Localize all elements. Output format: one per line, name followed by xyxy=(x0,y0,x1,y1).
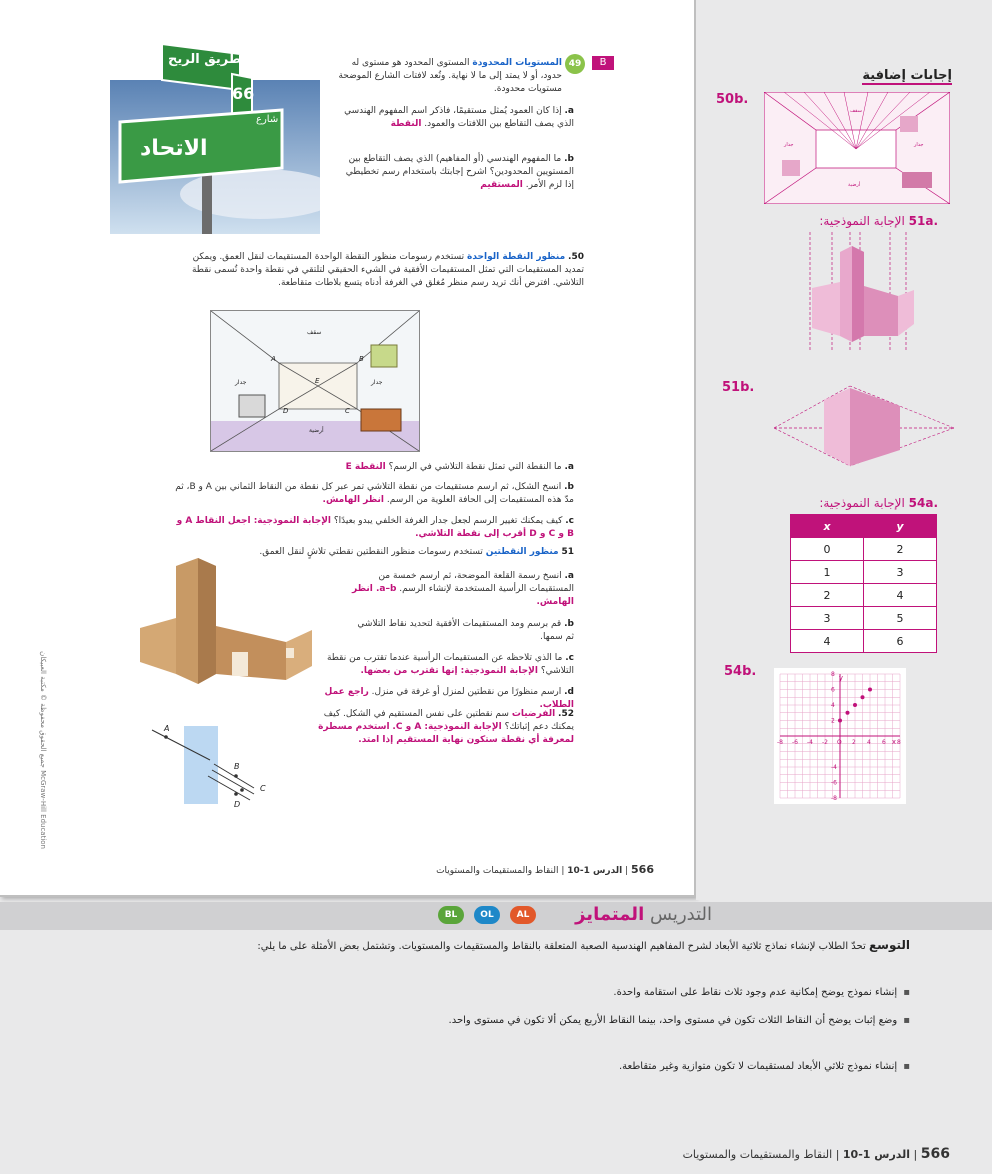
cell-x: 4 xyxy=(791,630,864,653)
x-tick-label: 6 xyxy=(882,739,886,746)
y-tick-label: -6 xyxy=(831,779,837,787)
exercise-title: منظور النقطتين xyxy=(485,547,559,557)
x-tick-label: O xyxy=(837,739,842,746)
x-tick-label: 8 xyxy=(897,739,901,746)
cell-x: 3 xyxy=(791,607,864,630)
part-text: انسخ رسمة القلعة الموضحة، ثم ارسم خمسة من المستقيمات الرأسية المستخدمة لإنشاء الرسم. xyxy=(378,571,574,594)
mini-label-floor: أرضية xyxy=(848,182,861,188)
point-B-label: B xyxy=(234,762,240,771)
x-axis-label: x xyxy=(891,738,896,746)
badge-al: AL xyxy=(510,906,536,924)
castle-image xyxy=(136,556,322,686)
cell-y: 6 xyxy=(864,630,937,653)
exercise-49-number: 49 xyxy=(565,54,585,74)
answer-text: الإجابة النموذجية: إنها تقترب من بعضها. xyxy=(360,666,538,676)
extension-label: التوسع xyxy=(868,938,910,952)
x-tick-label: 2 xyxy=(852,739,856,746)
plane-lines-figure xyxy=(150,720,280,810)
castle-drawing xyxy=(136,556,322,686)
part-text: قم برسم ومد المستقيمات الأفقية لتحديد نقاط التلاشي ثم سمها. xyxy=(357,619,574,642)
cell-x: 0 xyxy=(791,538,864,561)
part-label: a. xyxy=(564,106,574,116)
data-point xyxy=(853,703,857,707)
table-row xyxy=(791,607,937,630)
answer-text: المستقيم xyxy=(480,180,523,190)
sign-number: 66 xyxy=(232,84,255,103)
table-row xyxy=(791,630,937,653)
part-text: انسخ الشكل، ثم ارسم مستقيمات من نقطة التلاشي تمر عبر كل نقطة من النقاط الثماني بين A و B، ثم مدّ هذه المستقيمات إلى الحافة العلوية من الرسم. xyxy=(175,482,574,505)
exercise-number: 50. xyxy=(568,252,584,262)
part-label: b. xyxy=(564,482,574,492)
y-tick-label: 8 xyxy=(831,671,835,678)
label-54a-text: الإجابة النموذجية: xyxy=(819,496,905,510)
y-tick-label: -4 xyxy=(831,764,837,771)
exercise-title: منظور النقطة الواحدة xyxy=(467,252,566,262)
x-tick-label: -8 xyxy=(777,739,783,746)
exercise-52-block xyxy=(314,708,574,747)
label-51b: 51b. xyxy=(722,380,755,395)
point-E-label: E xyxy=(315,377,320,385)
label-54b: 54b. xyxy=(724,664,757,679)
sign-main-text: الاتحاد xyxy=(140,136,208,161)
bottom-footer-lesson: الدرس 1-10 xyxy=(842,1148,911,1161)
data-point xyxy=(846,711,850,715)
y-tick-label: -8 xyxy=(831,795,837,802)
point-D-label: D xyxy=(234,800,241,809)
label-ceiling: سقف xyxy=(307,329,322,336)
y-tick-label: 2 xyxy=(831,717,835,725)
xy-table xyxy=(790,514,937,653)
xy-values-table xyxy=(790,514,937,653)
exercise-51-part-c xyxy=(322,652,574,678)
part-label: a. xyxy=(564,462,574,472)
cell-x: 1 xyxy=(791,561,864,584)
part-label: b. xyxy=(564,154,574,164)
sign-street-word: شارع xyxy=(256,114,279,125)
label-51a xyxy=(819,214,938,228)
exercise-49-title: المستويات المحدودة xyxy=(472,58,562,68)
level-tab: B xyxy=(592,56,614,70)
exercise-50-part-b xyxy=(174,481,574,507)
extension-text: تحدّ الطلاب لإنشاء نماذج ثلاثية الأبعاد لشرح المفاهيم الهندسية الصعبة المتعلقة بالنقاط والمستقيمات والمستويات. وتشتمل بعض الأمثلة على ما يلي: xyxy=(257,941,866,952)
answer-text: a–b. انظر الهامش. xyxy=(351,584,574,607)
header-y: y xyxy=(864,515,937,538)
x-tick-label: 4 xyxy=(867,739,871,746)
exercise-50-intro xyxy=(174,251,584,290)
table-row xyxy=(791,584,937,607)
diff-heading-prefix: التدريس xyxy=(649,904,712,925)
answer-text: الإجابة النموذجية: اجعل النقاط A و B و C و D أقرب إلى نقطة التلاشي. xyxy=(176,516,574,539)
page-footer: 566 | الدرس 1-10 | النقاط والمستقيمات والمستويات xyxy=(436,863,654,876)
two-point-perspective-figure xyxy=(774,380,954,472)
mini-label-ceiling: سقف xyxy=(850,108,862,114)
part-label: c. xyxy=(565,653,574,663)
y-tick-label: 6 xyxy=(831,686,835,694)
data-point xyxy=(868,688,872,692)
coordinate-graph xyxy=(774,668,906,804)
table-row xyxy=(791,538,937,561)
label-50b: 50b. xyxy=(716,92,749,107)
extension-paragraph xyxy=(150,936,910,956)
point-A-label: A xyxy=(271,355,276,363)
additional-answers-sidebar xyxy=(696,0,992,900)
coordinate-graph-svg xyxy=(774,668,906,804)
answer-text: النقطة xyxy=(390,119,422,129)
exercise-number: 51 xyxy=(561,547,574,557)
footer-lesson: الدرس 1-10 xyxy=(567,866,623,876)
table-row xyxy=(791,561,937,584)
answer-text-2: استخدم مسطرة لمعرفة أي نقطة ستكون نهاية المستقيم إذا امتد. xyxy=(318,722,574,745)
part-text: ما النقطة التي تمثل نقطة التلاشي في الرسم؟ xyxy=(388,462,562,472)
castle-answer-drawing xyxy=(802,232,922,360)
plane-lines-drawing xyxy=(150,720,280,810)
part-label: a. xyxy=(564,571,574,581)
mini-room-figure xyxy=(764,92,950,204)
bullet-item: ▪ وضع إثبات يوضح أن النقاط الثلاث تكون في مستوى واحد، بينما النقاط الأربع يمكن ألا تكون في مستوى واحد. xyxy=(150,1012,910,1030)
point-C-label: C xyxy=(260,784,266,793)
point-B-label: B xyxy=(359,355,364,363)
exercise-51-part-a xyxy=(352,570,574,609)
answer-text: النقطة E xyxy=(345,462,386,472)
x-tick-label: -6 xyxy=(792,739,798,746)
badge-ol: OL xyxy=(474,906,500,924)
part-text: كيف يمكنك تغيير الرسم لجعل جدار الغرفة الخلفي يبدو بعيدًا؟ xyxy=(333,516,563,526)
exercise-title: الفرضيات xyxy=(511,709,556,719)
label-wall-right: جدار xyxy=(371,379,383,386)
label-wall-left: جدار xyxy=(235,379,247,386)
castle-answer-figure xyxy=(802,232,922,360)
y-tick-label: 4 xyxy=(831,702,835,709)
data-point xyxy=(838,719,842,723)
header-x: x xyxy=(791,515,864,538)
part-label: b. xyxy=(564,619,574,629)
part-text: ارسم منظورًا من نقطتين لمنزل أو غرفة في منزل. xyxy=(371,687,562,697)
label-54a xyxy=(819,496,938,510)
exercise-49-intro xyxy=(336,57,562,96)
diff-heading xyxy=(575,904,712,925)
part-text: إذا كان العمود يُمثل مستقيمًا، فاذكر اسم المفهوم الهندسي الذي يصف التقاطع بين اللافتات والعمود. xyxy=(344,106,574,129)
footer-title: النقاط والمستقيمات والمستويات xyxy=(436,866,559,876)
exercise-50-part-c xyxy=(174,515,574,541)
x-tick-label: -4 xyxy=(807,739,813,746)
label-51a-text: الإجابة النموذجية: xyxy=(819,214,905,228)
page-number: 566 xyxy=(631,863,654,876)
exercise-50-part-a xyxy=(174,461,574,474)
x-tick-label: -2 xyxy=(822,739,828,746)
copyright-vertical xyxy=(38,580,50,850)
sign-top-text: طريق الريح xyxy=(168,52,242,67)
label-51a-number: 51a. xyxy=(908,214,938,228)
sidebar-heading: إجابات إضافية xyxy=(862,68,952,83)
point-D-label: D xyxy=(283,407,289,415)
label-floor: أرضية xyxy=(309,427,324,434)
cell-y: 5 xyxy=(864,607,937,630)
mini-label-wall-right: جدار xyxy=(914,142,924,148)
part-label: d. xyxy=(564,687,574,697)
street-sign-image xyxy=(110,44,320,234)
exercise-text: تستخدم رسومات منظور النقطة الواحدة المستقيمات لنقل العمق. ويمكن تمديد المستقيمات التي تمثل المستقيمات الأفقية في الشيء الحقيقي لتلتقي في نقطة واحدة تُسمى نقطة التلاشي. افترض أنك تريد رسم منظر مُغلق في الغرفة أدناه يتسع بلاطات متقاطعة. xyxy=(191,252,584,288)
exercise-51-part-b xyxy=(352,618,574,644)
bottom-footer-title: النقاط والمستقيمات والمستويات xyxy=(682,1148,833,1161)
bottom-page-number: 566 xyxy=(920,1146,950,1162)
label-54a-number: 54a. xyxy=(908,496,938,510)
cell-x: 2 xyxy=(791,584,864,607)
bullet-item: ▪ إنشاء نموذج ثلاثي الأبعاد لمستقيمات لا تكون متوازية وغير متقاطعة. xyxy=(150,1058,910,1076)
y-axis-label: y xyxy=(838,674,843,682)
answer-text: الإجابة النموذجية: A و C. xyxy=(392,722,502,732)
point-C-label: C xyxy=(345,407,350,415)
exercise-49-part-a xyxy=(336,105,574,131)
answer-text: انظر الهامش. xyxy=(322,495,384,505)
diff-heading-accent: المتمايز xyxy=(575,904,645,925)
cell-y: 3 xyxy=(864,561,937,584)
answer-text: راجع عمل الطلاب. xyxy=(324,687,574,710)
part-text: ما الذي تلاحظه عن المستقيمات الرأسية عندما تقترب من نقطة التلاشي؟ xyxy=(326,653,574,676)
exercise-text: تستخدم رسومات منظور النقطتين نقطتي تلاشٍ لنقل العمق. xyxy=(259,547,483,557)
exercise-text: سم نقطتين على نفس المستقيم في الشكل. كيف يمكنك دعم إثباتك؟ xyxy=(323,709,574,732)
copyright-text: McGraw-Hill Education جميع الحقوق محفوظة © مكتبة العبيكان xyxy=(39,651,47,849)
cell-y: 2 xyxy=(864,538,937,561)
data-point xyxy=(861,695,865,699)
bottom-footer: 566 | الدرس 1-10 | النقاط والمستقيمات والمستويات xyxy=(682,1146,950,1162)
exercise-49-part-b xyxy=(336,153,574,192)
mini-label-wall-left: جدار xyxy=(784,142,794,148)
room-figure xyxy=(210,310,420,452)
two-point-perspective-drawing xyxy=(774,380,954,472)
bullet-item: ▪ إنشاء نموذج يوضح إمكانية عدم وجود ثلاث نقاط على استقامة واحدة. xyxy=(150,984,910,1002)
point-A-label: A xyxy=(164,724,170,733)
part-text: ما المفهوم الهندسي (أو المفاهيم) الذي يصف التقاطع بين المستويين المحدودين؟ اشرح إجابتك باستخدام رسم تخطيطي إذا لزم الأمر. xyxy=(345,154,574,190)
cell-y: 4 xyxy=(864,584,937,607)
exercise-49-text: المستوى المحدود هو مستوى له حدود، أو لا يمتد إلى ما لا نهاية. وتُعد لافتات الشارع الموضحة مستويات محدودة. xyxy=(338,58,562,94)
exercise-number: 52. xyxy=(558,709,574,719)
badge-bl: BL xyxy=(438,906,464,924)
part-label: c. xyxy=(565,516,574,526)
